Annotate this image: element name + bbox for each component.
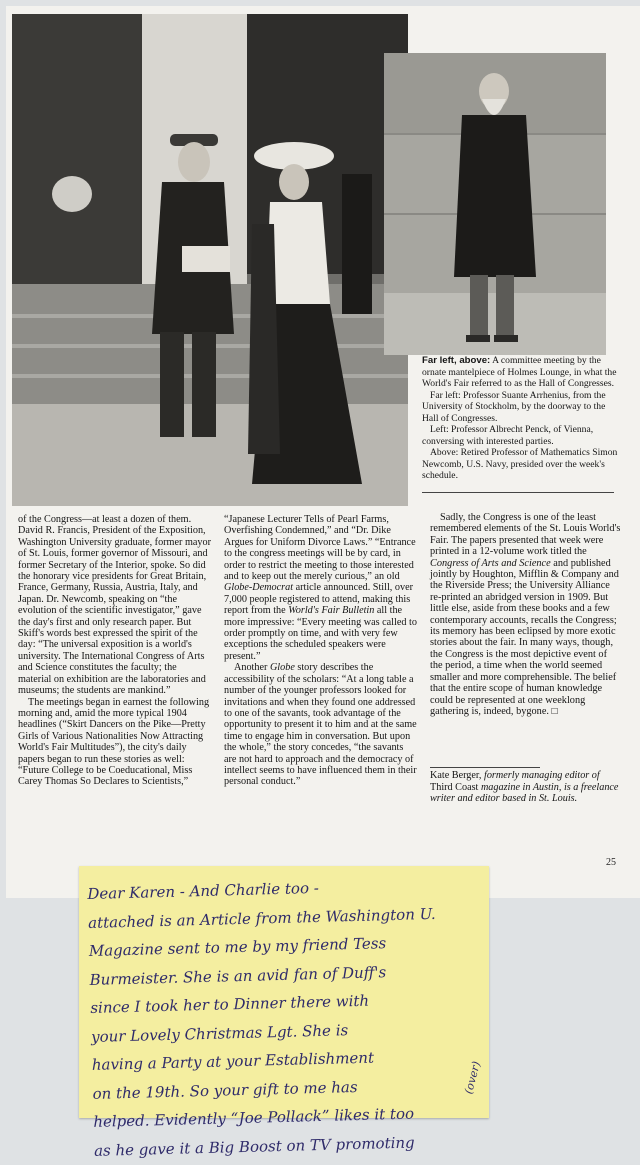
note-line: attached is an Article from the Washington U. [87, 904, 436, 932]
magazine-page [6, 6, 640, 898]
publication-name: Globe [269, 662, 295, 674]
bio-divider [430, 767, 540, 768]
bio-text: formerly managing editor of [481, 770, 600, 781]
committee-photo-image [12, 14, 408, 506]
caption-paragraph: Left: Professor Albrecht Penck, of Vienna, conversing with interested parties. [422, 424, 594, 447]
page-number: 25 [606, 857, 616, 868]
note-line: Burmeister. She is an avid fan of Duff's [89, 962, 387, 989]
article-column-1 [18, 514, 212, 788]
text-run: all the more impressive: “Every meeting was called to order promptly on time, and with very few exceptions the scheduled speakers were present.” [224, 605, 417, 662]
note-line: Dear Karen - And Charlie too - [87, 878, 320, 903]
end-mark: □ [551, 705, 558, 717]
publication-name: Third Coast [430, 781, 479, 793]
note-line: as he gave it a Big Boost on TV promoting [93, 1133, 415, 1160]
caption-paragraph: Above: Retired Professor of Mathematics Simon Newcomb, U.S. Navy, presided over the week's schedule. [422, 447, 618, 481]
caption-paragraph: Far left: Professor Suante Arrhenius, from the University of Stockholm, by the doorway to the Hall of Congresses. [422, 389, 606, 424]
publication-name: Congress of Arts and Science [430, 557, 551, 569]
note-line: since I took her to Dinner there with [90, 991, 370, 1017]
article-paragraph: The meetings began in earnest the following morning and, amid the more typical 1904 headlines (“Skirt Dancers on the Pike—Pretty Girls of Various Nationalities Now Attracting World's Fair Multitudes”), the city's daily papers began to run these stories as well: “Future College to be Coeducational, Miss Carey Thomas So Declares to Scientists,” [18, 696, 210, 788]
photo-caption [422, 355, 618, 482]
caption-divider [422, 492, 614, 493]
text-run: and published jointly by Houghton, Mifflin & Company and the Riverside Press; the University Alliance re-printed an abridged version in 1909. But little else, aside from these books and a few contemporary accounts, recalls the Congress; its memory has been eclipsed by more exotic stories about the fair. In many ways, though, the Congress is the most depictive event of the period, a time when the world seemed smaller and more comprehensible. The belief that the entire scope of human knowledge could be represented at one weeklong gathering is, indeed, bygone. [430, 557, 619, 717]
note-line: having a Party at your Establishment [91, 1048, 375, 1074]
text-run: “Japanese Lecturer Tells of Pearl Farms, Overfishing Condemned,” and “Dr. Dike Argues for Uniform Divorce Laws.” “Entrance to the congress meetings will be by card, in order to restrict the meeting to those interested and to keep out the merely curious,” an old [224, 514, 416, 583]
author-bio [430, 770, 622, 805]
handwritten-text [87, 870, 490, 1165]
handwritten-sticky-note [79, 866, 489, 1160]
note-line: your Lovely Christmas Lgt. She is [90, 1020, 349, 1046]
newcomb-portrait [384, 53, 606, 355]
article-paragraph: of the Congress—at least a dozen of them. David R. Francis, President of the Exposition, Washington University graduate, former mayor of St. Louis, former governor of Missouri, and former Secretary of the Interior, spoke. So did the honorary vice presidents for Great Britain, France, Germany, Russia, Austria, Italy, and Japan. Dr. Newcomb, speaking on “the evolution of the scientific investigator,” gave the day's first and only research paper. But Skiff's words best expressed the spirit of the day: “The universal exposition is a world's university. The International Congress of Arts and Science constitutes the faculty; the material on exhibition are the laboratories and museums; the students are mankind.” [18, 514, 211, 697]
article-column-2 [224, 514, 418, 788]
newcomb-portrait-image [384, 53, 606, 355]
text-run: article announced. Still, over 7,000 people registered to attend, making this report from the [224, 582, 413, 617]
note-over-marker: (over) [462, 1059, 484, 1096]
text-run: story describes the accessibility of the scholars: “At a long table a number of the younger professors looked for invitations and when they found one addressed to one of the savants, took advantage of the opportunity to present it to him and at the same time to engage him in conversation. But upon the whole,” the story concedes, “the savants are not hard to approach and the democracy of intellect seems to have influenced them in their personal conduct.” [224, 662, 417, 788]
note-line: helped. Evidently “Joe Pollack” likes it too [93, 1104, 415, 1131]
caption-lead: Far left, above: [422, 355, 491, 366]
bio-text: magazine in Austin, is a freelance writer and editor based in St. Louis. [430, 781, 619, 805]
article-paragraph [224, 662, 418, 787]
article-paragraph [224, 514, 418, 662]
article-paragraph [430, 512, 622, 717]
article-column-3 [430, 512, 622, 717]
text-run: Sadly, the Congress is one of the least remembered elements of the St. Louis World's Fair. The papers presented that week were printed in a 12-volume work titled the [430, 512, 621, 558]
text-run: Another [234, 662, 270, 674]
note-line: Magazine sent to me by my friend Tess [88, 934, 387, 960]
author-name: Kate Berger, [430, 770, 482, 781]
caption-paragraph [422, 355, 618, 390]
note-line: on the 19th. So your gift to me has [92, 1077, 358, 1103]
publication-name: Globe-Democrat [224, 582, 294, 594]
caption-text: A committee meeting by the ornate mantelpiece of Holmes Lounge, in what the World's Fair referred to as the Hall of Congresses. [422, 355, 617, 389]
publication-name: World's Fair Bulletin [288, 605, 375, 617]
committee-photo [12, 14, 408, 506]
